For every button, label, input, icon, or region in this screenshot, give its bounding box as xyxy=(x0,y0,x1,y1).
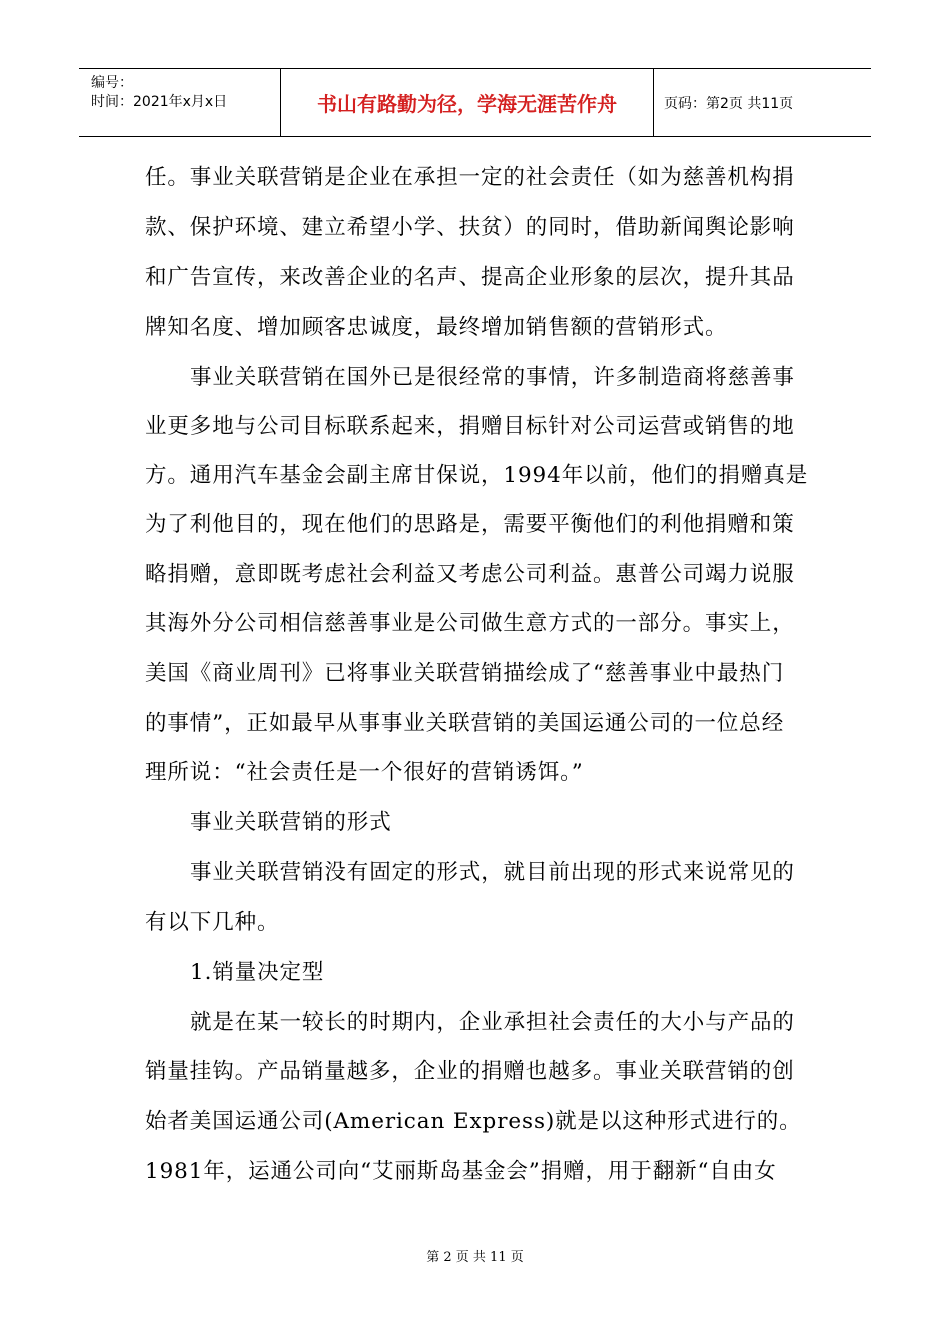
doc-number-label: 编号： xyxy=(91,75,133,91)
section-heading: 事业关联营销的形式 xyxy=(190,810,392,835)
text-line: 销量挂钩。产品销量越多，企业的捐赠也越多。事业关联营销的创 xyxy=(145,1059,795,1084)
text-line: 就是在某一较长的时期内，企业承担社会责任的大小与产品的 xyxy=(190,1010,795,1035)
text-line: 始者美国运通公司(American Express)就是以这种形式进行的。 xyxy=(145,1109,802,1134)
header-meta xyxy=(79,69,281,136)
text-line: 美国《商业周刊》已将事业关联营销描绘成了“慈善事业中最热门 xyxy=(145,661,785,686)
text-line: 方。通用汽车基金会副主席甘保说，1994年以前，他们的捐赠真是 xyxy=(145,463,809,488)
text-line: 和广告宣传，来改善企业的名声、提高企业形象的层次，提升其品 xyxy=(145,265,795,290)
text-line: 1981年，运通公司向“艾丽斯岛基金会”捐赠，用于翻新“自由女 xyxy=(145,1159,777,1184)
header-motto: 书山有路勤为径，学海无涯苦作舟 xyxy=(317,92,617,116)
text-line: 任。事业关联营销是企业在承担一定的社会责任（如为慈善机构捐 xyxy=(145,165,795,190)
text-line: 为了利他目的，现在他们的思路是，需要平衡他们的利他捐赠和策 xyxy=(145,512,795,537)
text-line: 事业关联营销在国外已是很经常的事情，许多制造商将慈善事 xyxy=(190,365,795,390)
page-footer: 第 2 页 共 11 页 xyxy=(426,1250,524,1265)
text-line: 有以下几种。 xyxy=(145,910,280,935)
subsection-heading: 1.销量决定型 xyxy=(190,960,325,985)
page-header xyxy=(79,68,871,137)
header-motto-cell xyxy=(281,69,654,136)
text-line: 的事情”，正如最早从事事业关联营销的美国运通公司的一位总经 xyxy=(145,711,785,736)
text-line: 业更多地与公司目标联系起来，捐赠目标针对公司运营或销售的地 xyxy=(145,414,795,439)
text-line: 事业关联营销没有固定的形式，就目前出现的形式来说常见的 xyxy=(190,860,795,885)
text-line: 略捐赠，意即既考虑社会利益又考虑公司利益。惠普公司竭力说服 xyxy=(145,562,795,587)
text-line: 牌知名度、增加顾客忠诚度，最终增加销售额的营销形式。 xyxy=(145,315,728,340)
text-line: 其海外分公司相信慈善事业是公司做生意方式的一部分。事实上， xyxy=(145,611,795,636)
text-line: 款、保护环境、建立希望小学、扶贫）的同时，借助新闻舆论影响 xyxy=(145,215,795,240)
header-page-info: 页码：第2页 共11页 xyxy=(664,95,794,112)
text-line: 理所说：“社会责任是一个很好的营销诱饵。” xyxy=(145,760,584,785)
doc-date: 时间：2021年x月x日 xyxy=(91,94,228,110)
